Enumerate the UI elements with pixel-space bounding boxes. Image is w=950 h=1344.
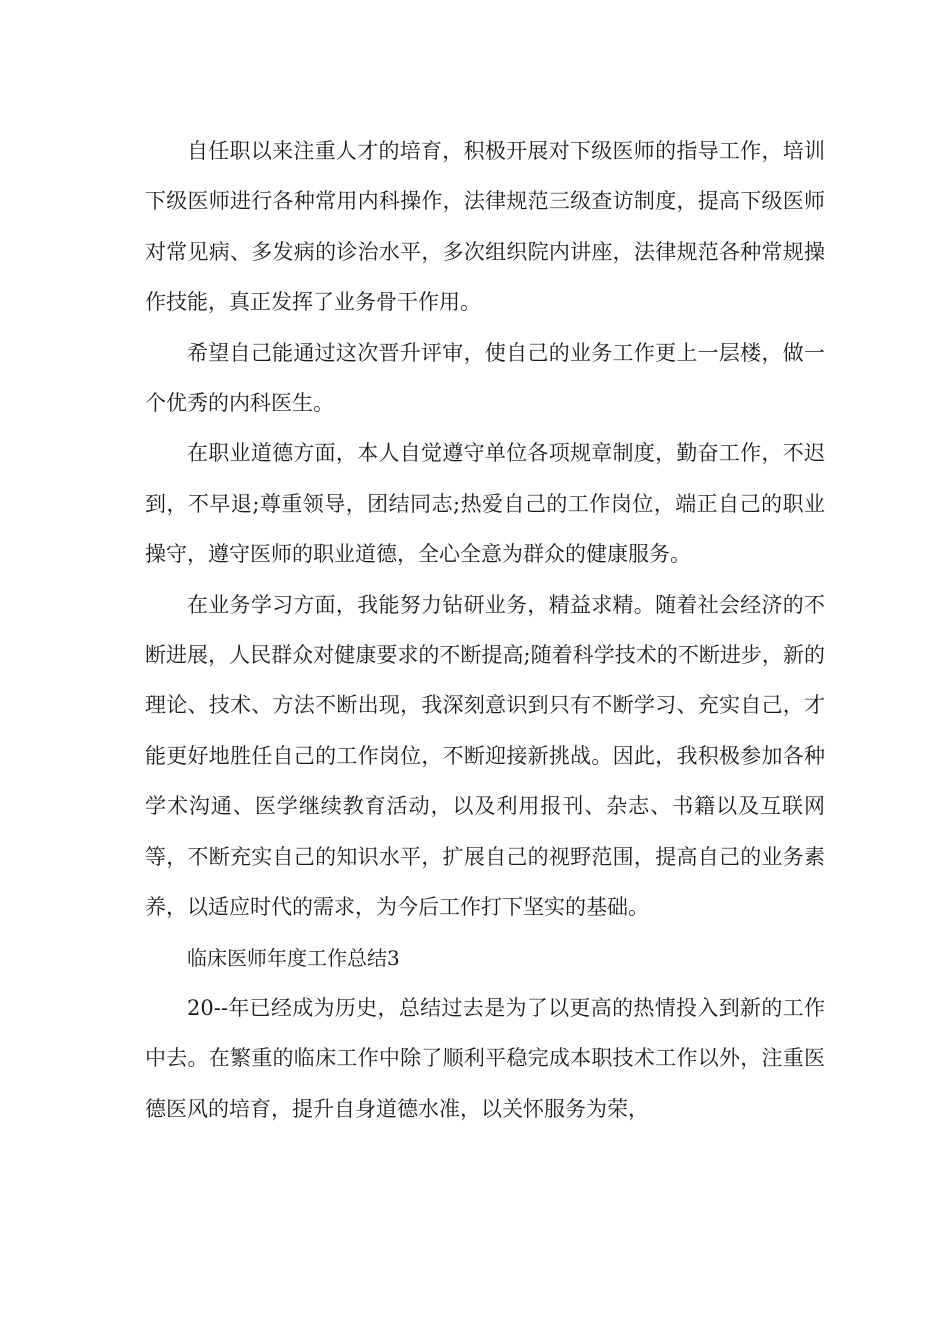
paragraph-study: 在业务学习方面，我能努力钻研业务，精益求精。随着社会经济的不断进展，人民群众对健康要求的不断提高;随着科学技术的不断进步，新的理论、技术、方法不断出现，我深刻意识到只有不断学习、充实自己，才能更好地胜任自己的工作岗位，不断迎接新挑战。因此，我积极参加各种学术沟通、医学继续教育活动，以及利用报刊、杂志、书籍以及互联网等，不断充实自己的知识水平，扩展自己的视野范围，提高自己的业务素养，以适应时代的需求，为今后工作打下坚实的基础。	[145, 592, 825, 920]
paragraph-ethics: 在职业道德方面，本人自觉遵守单位各项规章制度，勤奋工作，不迟到，不早退;尊重领导，团结同志;热爱自己的工作岗位，端正自己的职业操守，遵守医师的职业道德，全心全意为群众的健康服务。	[145, 441, 825, 567]
paragraph-promotion: 希望自己能通过这次晋升评审，使自己的业务工作更上一层楼，做一个优秀的内科医生。	[145, 340, 825, 416]
section-heading: 临床医师年度工作总结3	[187, 945, 400, 970]
document-body	[145, 126, 825, 1134]
paragraph-summary-intro: 20--年已经成为历史，总结过去是为了以更高的热情投入到新的工作中去。在繁重的临床工作中除了顺利平稳完成本职技术工作以外，注重医德医风的培育，提升自身道德水准，以关怀服务为荣，	[145, 995, 825, 1121]
paragraph-training: 自任职以来注重人才的培育，积极开展对下级医师的指导工作，培训下级医师进行各种常用内科操作，法律规范三级查访制度，提高下级医师对常见病、多发病的诊治水平，多次组织院内讲座，法律规范各种常规操作技能，真正发挥了业务骨干作用。	[145, 139, 825, 315]
